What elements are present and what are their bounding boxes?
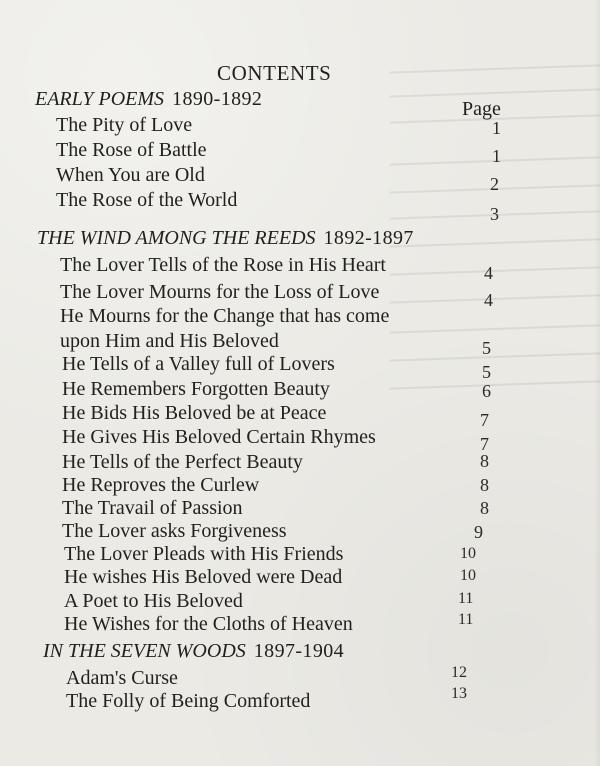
toc-page-number: 8 <box>480 498 489 518</box>
toc-entry: He Wishes for the Cloths of Heaven <box>64 613 353 635</box>
page-column-label: Page <box>462 98 501 120</box>
section-years: 1890-1892 <box>172 88 263 110</box>
toc-page-number: 10 <box>460 567 476 584</box>
toc-entry: The Lover asks Forgiveness <box>62 520 287 542</box>
toc-page-number: 12 <box>451 664 467 681</box>
toc-entry: The Lover Mourns for the Loss of Love <box>60 281 380 303</box>
toc-entry: The Travail of Passion <box>62 497 243 519</box>
toc-page-number: 10 <box>460 545 476 562</box>
toc-page-number: 11 <box>458 590 474 607</box>
toc-page-number: 6 <box>482 381 491 401</box>
toc-page-number: 7 <box>480 410 489 430</box>
toc-page-number: 4 <box>484 290 493 310</box>
toc-entry: The Pity of Love <box>56 114 193 136</box>
toc-entry: He Tells of the Perfect Beauty <box>62 451 303 473</box>
contents-title: CONTENTS <box>217 61 332 85</box>
toc-entry: upon Him and His Beloved <box>60 330 279 352</box>
section-title-early-poems <box>35 88 262 111</box>
toc-page-number: 1 <box>492 146 501 166</box>
toc-entry: He Gives His Beloved Certain Rhymes <box>62 426 376 448</box>
page-edge-shadow <box>594 0 600 766</box>
toc-page-number: 8 <box>480 451 489 471</box>
toc-page-number: 11 <box>458 611 474 628</box>
toc-entry: When You are Old <box>56 164 205 186</box>
toc-entry: A Poet to His Beloved <box>64 590 243 612</box>
toc-page-number: 3 <box>490 204 499 224</box>
toc-page-number: 1 <box>492 118 501 138</box>
toc-entry: He wishes His Beloved were Dead <box>64 566 343 588</box>
toc-entry: He Mourns for the Change that has come <box>60 305 390 327</box>
toc-entry: He Reproves the Curlew <box>62 474 260 496</box>
toc-entry: The Lover Pleads with His Friends <box>64 543 344 565</box>
toc-entry: The Rose of the World <box>56 189 238 211</box>
section-name: IN THE SEVEN WOODS <box>43 640 246 662</box>
section-name: THE WIND AMONG THE REEDS <box>37 227 316 249</box>
section-name: EARLY POEMS <box>35 88 165 110</box>
toc-page-number: 5 <box>482 338 491 358</box>
section-title-wind-among-the-reeds <box>37 227 414 250</box>
toc-page-number: 9 <box>474 522 483 542</box>
section-title-in-the-seven-woods <box>43 640 344 663</box>
toc-entry: He Remembers Forgotten Beauty <box>62 378 330 400</box>
toc-page-number: 5 <box>482 362 491 382</box>
toc-page-number: 2 <box>490 174 499 194</box>
toc-page-number: 7 <box>480 434 489 454</box>
section-years: 1897-1904 <box>253 640 345 662</box>
toc-page-number: 4 <box>484 263 493 283</box>
toc-entry: He Tells of a Valley full of Lovers <box>62 353 335 375</box>
toc-entry: The Folly of Being Comforted <box>66 690 311 712</box>
toc-page-number: 8 <box>480 475 489 495</box>
toc-entry: Adam's Curse <box>66 667 178 689</box>
toc-entry: The Rose of Battle <box>56 139 207 161</box>
toc-page-number: 13 <box>451 685 467 702</box>
toc-entry: He Bids His Beloved be at Peace <box>62 402 327 424</box>
section-years: 1892-1897 <box>323 227 414 249</box>
toc-entry: The Lover Tells of the Rose in His Heart <box>60 254 386 276</box>
